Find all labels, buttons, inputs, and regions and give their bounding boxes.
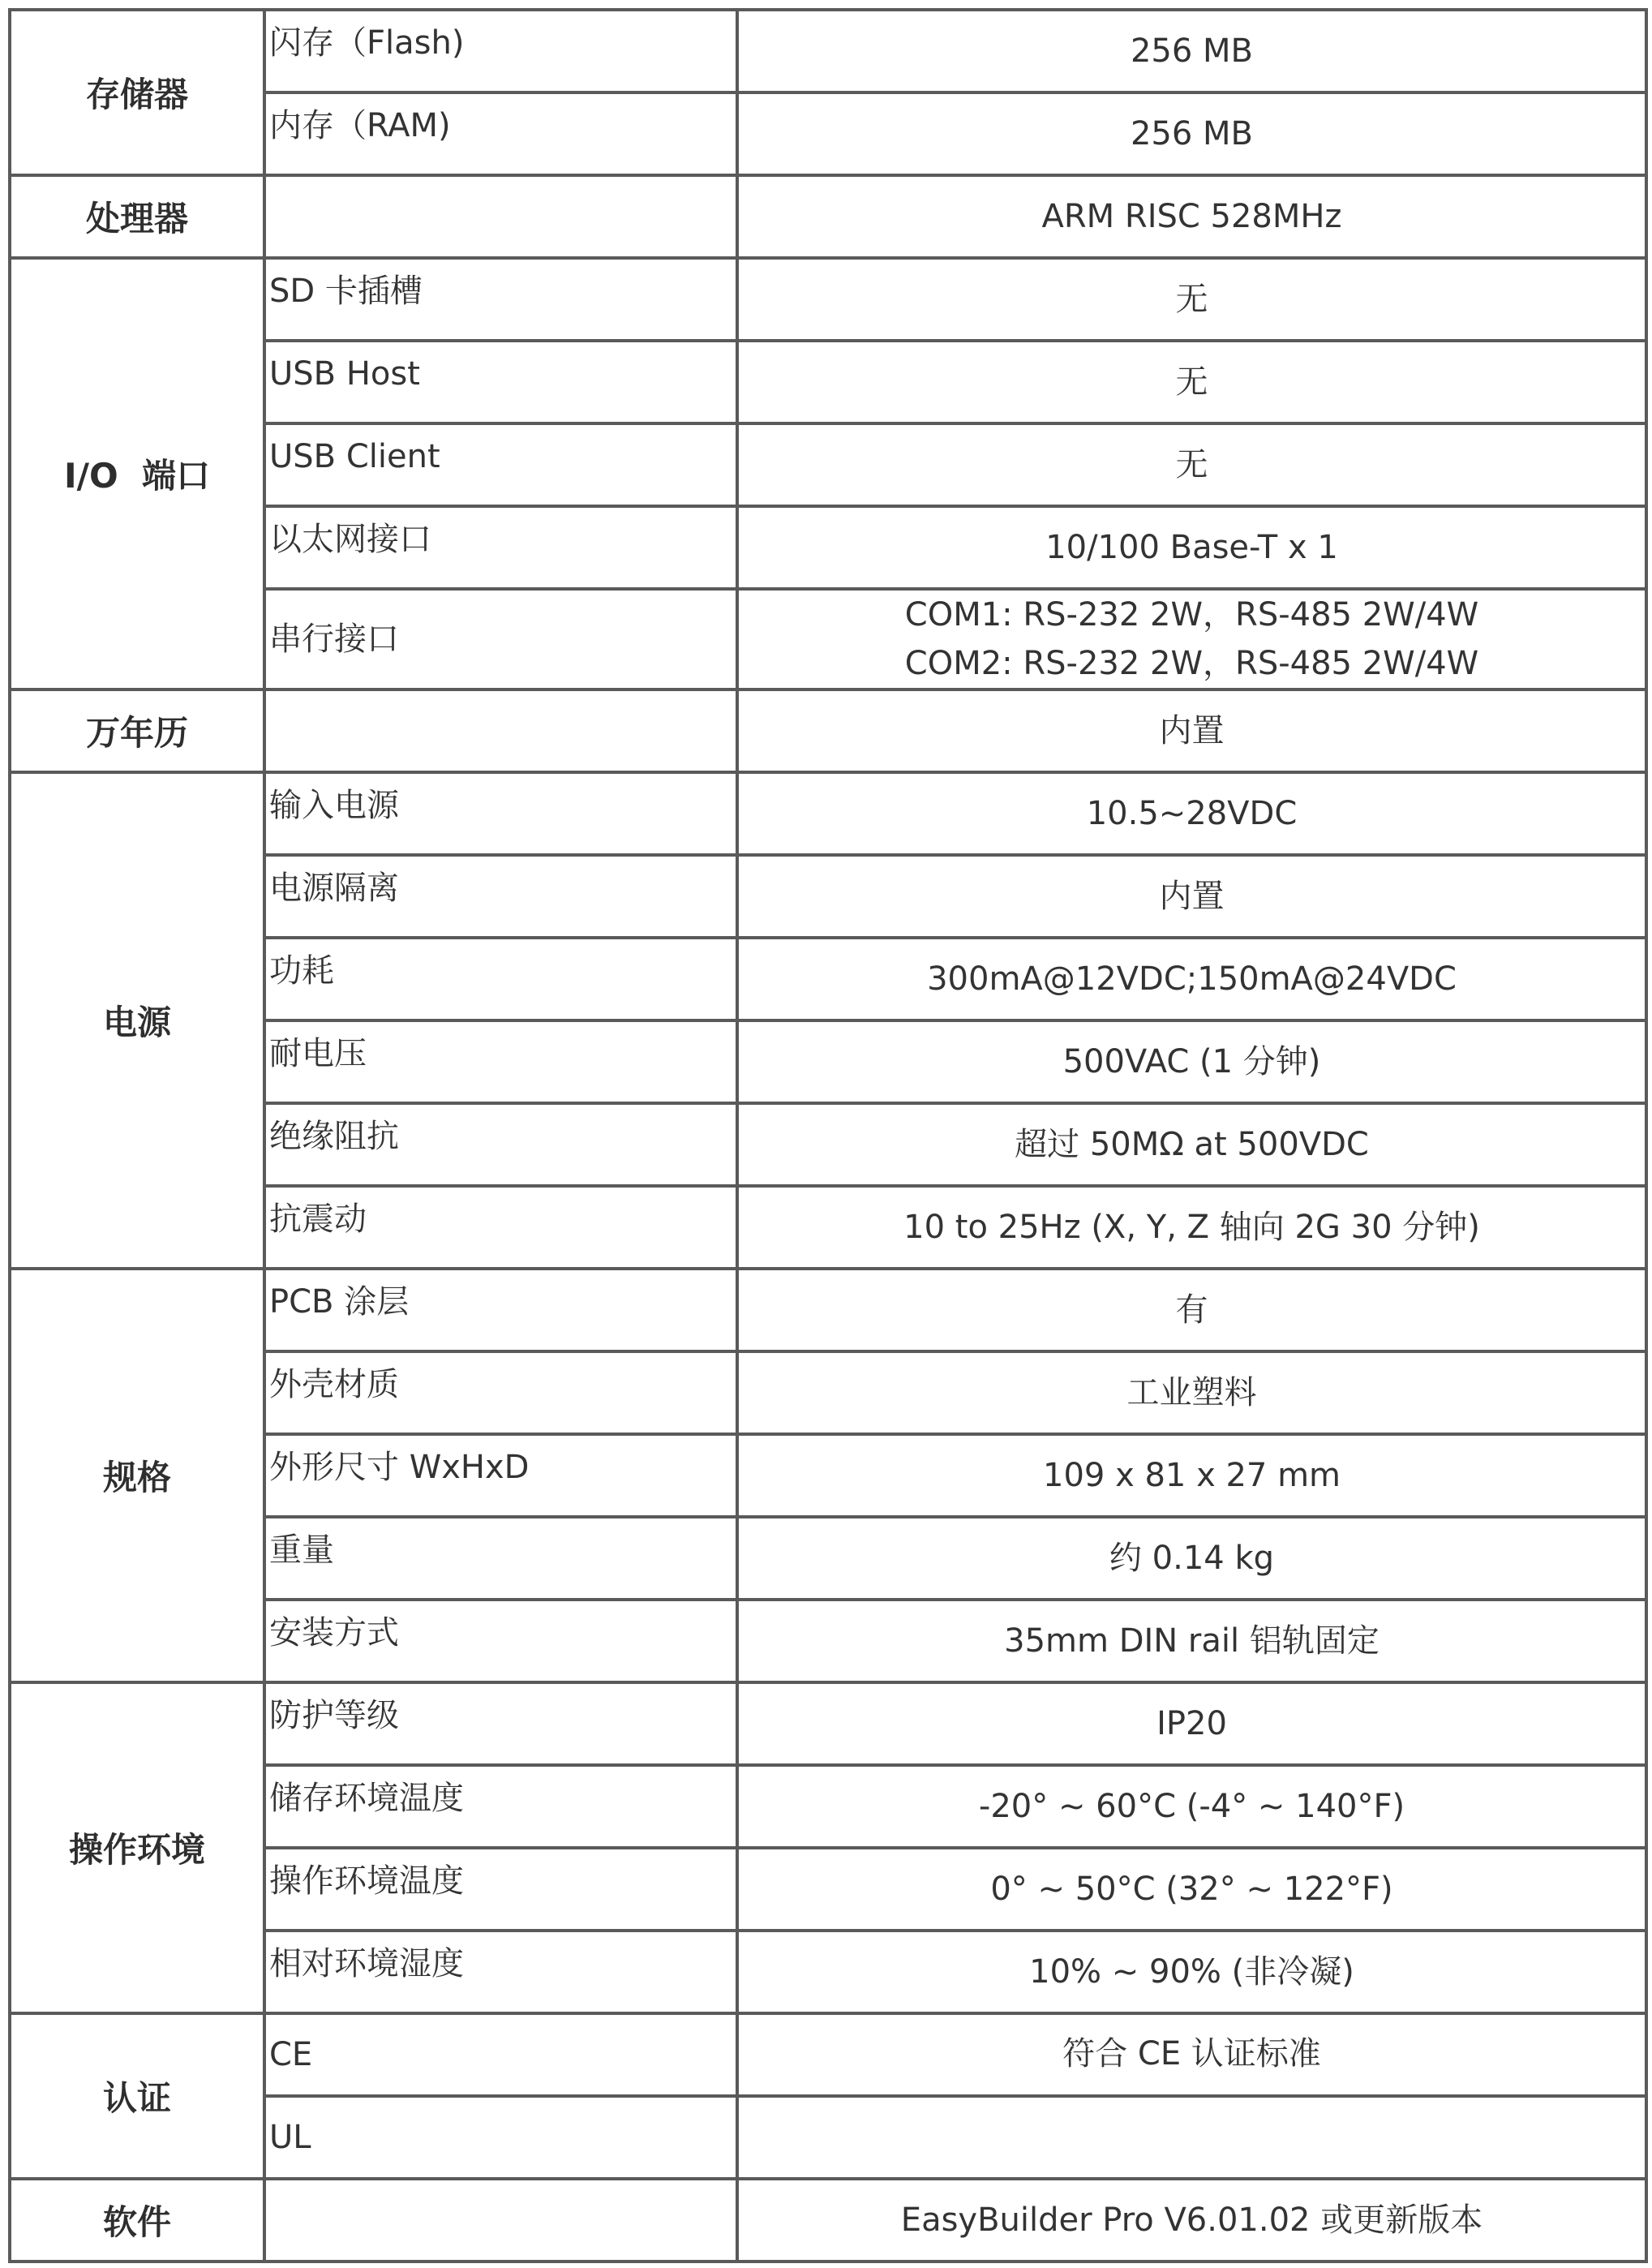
item-enclosure: 外壳材质 <box>264 1351 737 1434</box>
value-usb-client: 无 <box>737 423 1646 506</box>
value-pcb-coating: 有 <box>737 1269 1646 1351</box>
table-row <box>10 10 1646 92</box>
item-sd-slot: SD 卡插槽 <box>264 258 737 341</box>
value-power-isolation: 内置 <box>737 855 1646 938</box>
category-io: I/O 端口 <box>10 258 264 689</box>
table-row <box>10 1269 1646 1351</box>
category-certification: 认证 <box>10 2013 264 2179</box>
item-withstand-voltage: 耐电压 <box>264 1020 737 1103</box>
category-environment: 操作环境 <box>10 1682 264 2013</box>
item-mounting: 安装方式 <box>264 1600 737 1682</box>
value-operating-temp: 0° ~ 50°C (32° ~ 122°F) <box>737 1848 1646 1931</box>
value-rtc: 内置 <box>737 689 1646 772</box>
item-usb-host: USB Host <box>264 341 737 423</box>
value-power-consumption: 300mA@12VDC;150mA@24VDC <box>737 938 1646 1020</box>
category-power: 电源 <box>10 772 264 1269</box>
item-serial: 串行接口 <box>264 589 737 689</box>
value-dimensions: 109 x 81 x 27 mm <box>737 1434 1646 1517</box>
item-input-power: 输入电源 <box>264 772 737 855</box>
value-ul <box>737 2096 1646 2179</box>
category-spec: 规格 <box>10 1269 264 1682</box>
value-vibration: 10 to 25Hz (X, Y, Z 轴向 2G 30 分钟) <box>737 1186 1646 1269</box>
item-usb-client: USB Client <box>264 423 737 506</box>
item-storage-temp: 储存环境温度 <box>264 1765 737 1848</box>
item-operating-temp: 操作环境温度 <box>264 1848 737 1931</box>
value-input-power: 10.5~28VDC <box>737 772 1646 855</box>
item-dimensions: 外形尺寸 WxHxD <box>264 1434 737 1517</box>
value-ce: 符合 CE 认证标准 <box>737 2013 1646 2096</box>
item-protection: 防护等级 <box>264 1682 737 1765</box>
table-row <box>10 2179 1646 2262</box>
category-software: 软件 <box>10 2179 264 2262</box>
item-rtc <box>264 689 737 772</box>
table-row <box>10 689 1646 772</box>
value-mounting: 35mm DIN rail 铝轨固定 <box>737 1600 1646 1682</box>
item-power-consumption: 功耗 <box>264 938 737 1020</box>
item-software <box>264 2179 737 2262</box>
item-humidity: 相对环境湿度 <box>264 1931 737 2013</box>
item-ce: CE <box>264 2013 737 2096</box>
category-rtc: 万年历 <box>10 689 264 772</box>
value-processor: ARM RISC 528MHz <box>737 175 1646 258</box>
value-flash: 256 MB <box>737 10 1646 92</box>
item-insulation: 绝缘阻抗 <box>264 1103 737 1186</box>
value-withstand-voltage: 500VAC (1 分钟) <box>737 1020 1646 1103</box>
value-ram: 256 MB <box>737 92 1646 175</box>
item-flash: 闪存（Flash) <box>264 10 737 92</box>
value-serial-com1: COM1: RS-232 2W，RS-485 2W/4W <box>904 596 1479 634</box>
item-power-isolation: 电源隔离 <box>264 855 737 938</box>
spec-table <box>8 8 1648 2263</box>
item-ethernet: 以太网接口 <box>264 506 737 589</box>
table-row <box>10 258 1646 341</box>
table-row <box>10 2013 1646 2096</box>
value-serial-com2: COM2: RS-232 2W，RS-485 2W/4W <box>904 645 1479 682</box>
category-processor: 处理器 <box>10 175 264 258</box>
table-row <box>10 1682 1646 1765</box>
table-row <box>10 175 1646 258</box>
value-humidity: 10% ~ 90% (非冷凝) <box>737 1931 1646 2013</box>
value-sd-slot: 无 <box>737 258 1646 341</box>
category-memory: 存储器 <box>10 10 264 175</box>
value-insulation: 超过 50MΩ at 500VDC <box>737 1103 1646 1186</box>
value-enclosure: 工业塑料 <box>737 1351 1646 1434</box>
item-ram: 内存（RAM) <box>264 92 737 175</box>
value-weight: 约 0.14 kg <box>737 1517 1646 1600</box>
value-serial <box>737 589 1646 689</box>
item-processor <box>264 175 737 258</box>
value-protection: IP20 <box>737 1682 1646 1765</box>
table-row <box>10 772 1646 855</box>
item-ul: UL <box>264 2096 737 2179</box>
item-weight: 重量 <box>264 1517 737 1600</box>
value-ethernet: 10/100 Base-T x 1 <box>737 506 1646 589</box>
value-software: EasyBuilder Pro V6.01.02 或更新版本 <box>737 2179 1646 2262</box>
item-pcb-coating: PCB 涂层 <box>264 1269 737 1351</box>
value-storage-temp: -20° ~ 60°C (-4° ~ 140°F) <box>737 1765 1646 1848</box>
item-vibration: 抗震动 <box>264 1186 737 1269</box>
value-usb-host: 无 <box>737 341 1646 423</box>
